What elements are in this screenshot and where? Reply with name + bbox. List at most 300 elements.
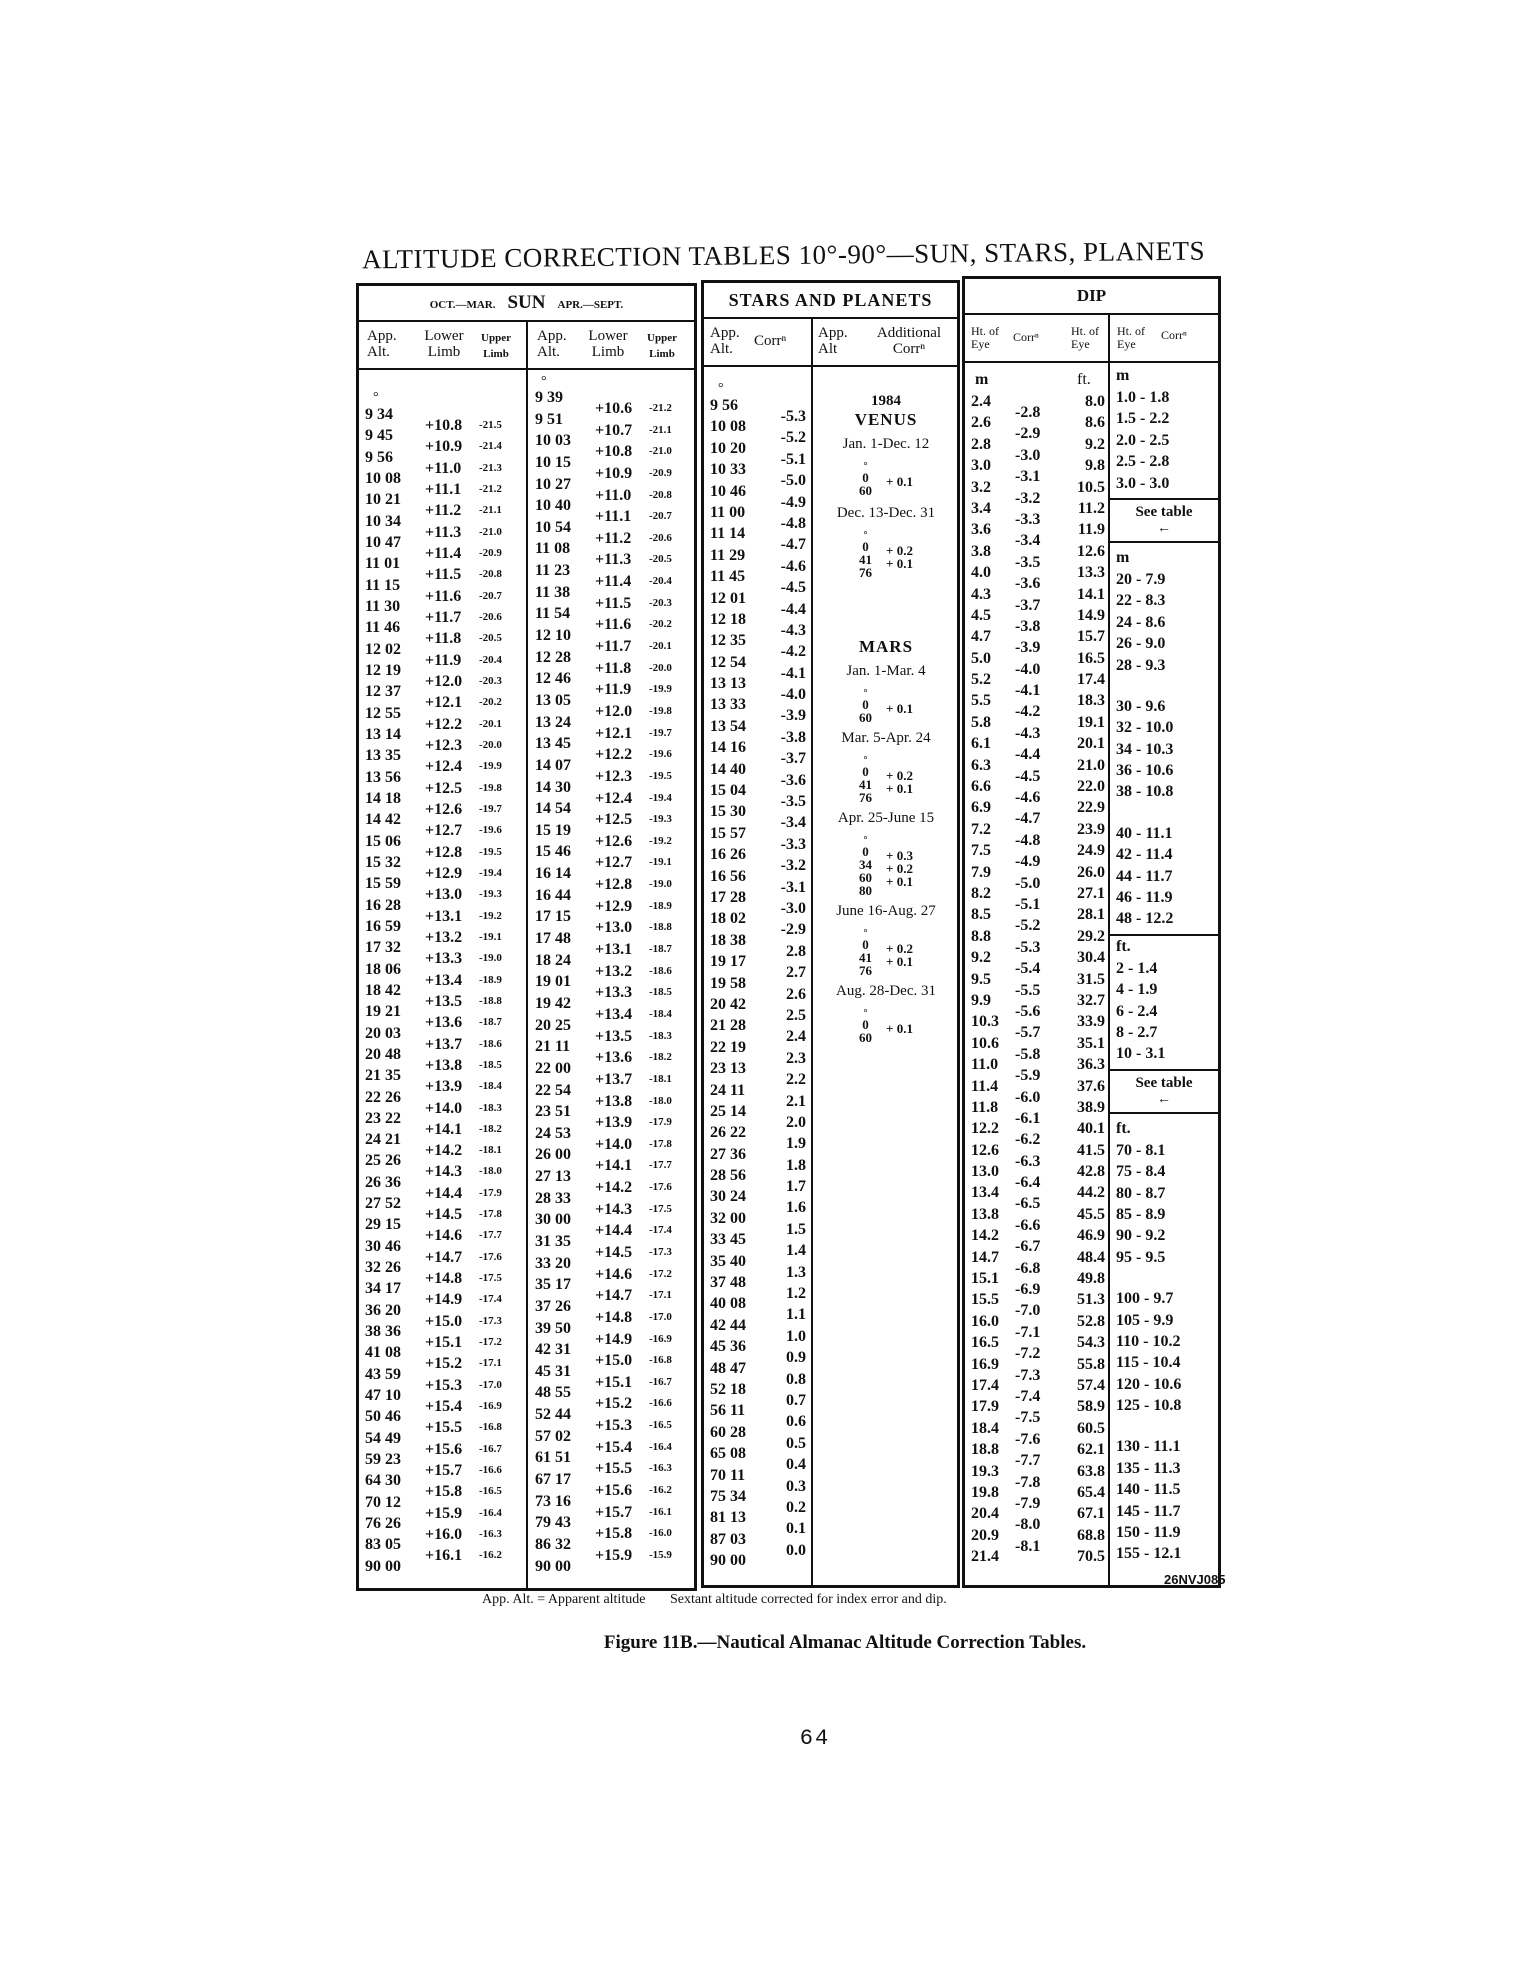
dip-entry: 130 - 11.1 <box>1116 1438 1181 1456</box>
app-alt-value: 10 20 <box>710 439 746 457</box>
lower-limb-corr: +15.7 <box>595 1503 633 1521</box>
dip-entry: 24 - 8.6 <box>1116 613 1166 631</box>
star-corr-value: -3.7 <box>780 750 806 768</box>
app-alt-value: 27 13 <box>535 1168 571 1186</box>
upper-limb-corr: -20.6 <box>479 610 502 623</box>
app-alt-value: 30 00 <box>535 1211 571 1229</box>
upper-limb-corr: -19.8 <box>649 704 672 717</box>
upper-limb-corr: -16.8 <box>479 1421 502 1434</box>
footnote <box>482 1592 947 1608</box>
height-of-eye-ft: 24.9 <box>1077 842 1105 860</box>
app-alt-value: 15 57 <box>710 824 746 842</box>
additional-corr: + 0.1 <box>886 701 913 716</box>
upper-limb-corr: -19.1 <box>479 930 502 943</box>
dip-corr-value: -7.3 <box>1015 1366 1041 1384</box>
upper-limb-corr: -18.9 <box>479 973 502 986</box>
height-of-eye-m: 5.2 <box>971 671 991 689</box>
star-corr-value: 2.4 <box>786 1028 806 1046</box>
dip-ft-column <box>1069 391 1105 1567</box>
dip-entry-group <box>1110 387 1218 494</box>
period-alts <box>859 528 872 579</box>
app-alt-value: 15 30 <box>710 803 746 821</box>
app-alt-value: 17 48 <box>535 930 571 948</box>
dip-corr-value: -2.8 <box>1015 404 1041 421</box>
degree-mark: ° <box>863 755 868 766</box>
upper-limb-corr: -15.9 <box>649 1548 672 1561</box>
period-table <box>813 833 959 897</box>
app-alt-value: 9 56 <box>710 397 738 414</box>
dip-entry: 6 - 2.4 <box>1116 1002 1158 1020</box>
app-alt-value: 27 52 <box>365 1195 401 1213</box>
height-of-eye-ft: 35.1 <box>1077 1034 1105 1052</box>
lower-limb-corr: +14.4 <box>425 1184 463 1202</box>
dip-entry: 22 - 8.3 <box>1116 592 1166 610</box>
upper-limb-corr: -17.9 <box>649 1116 672 1129</box>
arrow-left-icon: ← <box>1157 1091 1171 1107</box>
additional-corr: + 0.1 <box>886 556 913 571</box>
alt-bound: 34 <box>859 857 873 872</box>
lower-limb-corr: +15.8 <box>425 1483 463 1501</box>
height-of-eye-m: 4.0 <box>971 564 991 582</box>
app-alt-value: 23 13 <box>710 1060 746 1078</box>
period-dates: Aug. 28-Dec. 31 <box>836 983 936 999</box>
dip-entry: 30 - 9.6 <box>1116 697 1166 715</box>
upper-limb-corr: -20.5 <box>479 632 502 645</box>
lower-limb-corr: +14.5 <box>425 1206 463 1224</box>
star-corr-value: 0.4 <box>786 1456 806 1474</box>
app-alt-value: 10 34 <box>365 512 401 530</box>
alt-bound: 0 <box>862 844 869 859</box>
lower-limb-corr: +13.4 <box>595 1005 633 1023</box>
star-corr-value: -2.9 <box>780 921 806 939</box>
height-of-eye-m: 11.4 <box>971 1077 999 1095</box>
lower-limb-corr: +13.2 <box>425 928 463 946</box>
lower-limb-corr: +13.8 <box>425 1056 463 1074</box>
oct-mar-alt-column <box>365 404 401 1577</box>
height-of-eye-m: 4.3 <box>971 585 991 603</box>
upper-limb-corr: -17.5 <box>649 1202 672 1215</box>
upper-limb-corr: -19.5 <box>479 845 502 858</box>
app-alt-value: 22 19 <box>710 1038 746 1056</box>
arrow-left-icon: ← <box>1157 520 1171 536</box>
upper-limb-corr: -20.2 <box>479 696 502 709</box>
dip-corr-value: -4.7 <box>1015 810 1041 828</box>
upper-limb-corr: -20.7 <box>649 510 672 523</box>
dip-corr-value: -7.5 <box>1015 1409 1041 1427</box>
app-alt-value: 13 24 <box>535 713 571 731</box>
upper-limb-corr: -19.3 <box>479 888 502 901</box>
height-of-eye-ft: 55.8 <box>1077 1355 1105 1373</box>
app-alt-value: 36 20 <box>365 1301 401 1319</box>
star-corr-value: -3.2 <box>780 857 806 875</box>
dip-entry: 85 - 8.9 <box>1116 1205 1166 1223</box>
height-of-eye-ft: 44.2 <box>1077 1184 1105 1202</box>
lower-limb-corr: +13.7 <box>425 1035 463 1053</box>
dip-entry: 100 - 9.7 <box>1116 1290 1174 1308</box>
lower-limb-corr: +11.3 <box>425 523 462 541</box>
app-alt-value: 45 31 <box>535 1362 571 1380</box>
lower-limb-corr: +14.2 <box>425 1142 463 1160</box>
dip-entry-group <box>1110 569 1218 676</box>
height-of-eye-ft: 46.9 <box>1077 1227 1105 1245</box>
lower-limb-corr: +13.1 <box>595 941 633 959</box>
dip-corr-value: -3.0 <box>1015 446 1041 464</box>
lower-limb-corr: +11.9 <box>425 651 462 669</box>
lower-limb-corr: +15.6 <box>425 1440 463 1458</box>
dip-entry: 42 - 11.4 <box>1116 846 1173 864</box>
degree-mark: ° <box>863 530 868 541</box>
app-alt-value: 12 01 <box>710 589 746 607</box>
degree-mark: ° <box>718 381 724 396</box>
upper-limb-corr: -16.2 <box>479 1549 502 1562</box>
app-alt-value: 26 36 <box>365 1173 401 1191</box>
app-alt-value: 42 31 <box>535 1341 571 1359</box>
height-of-eye-ft: 38.9 <box>1077 1098 1105 1116</box>
lower-limb-corr: +14.7 <box>595 1287 633 1305</box>
upper-limb-corr: -21.0 <box>479 525 502 538</box>
height-of-eye-ft: 63.8 <box>1077 1462 1105 1480</box>
app-alt-value: 25 26 <box>365 1152 401 1170</box>
height-of-eye-m: 16.9 <box>971 1355 999 1373</box>
lower-limb-corr: +11.6 <box>595 616 632 634</box>
upper-limb-corr: -19.7 <box>479 802 502 815</box>
app-alt-value: 43 59 <box>365 1365 401 1383</box>
app-alt-value: 15 04 <box>710 782 746 800</box>
upper-limb-corr: -18.8 <box>649 921 672 934</box>
period-corrs <box>886 686 913 724</box>
star-corr-value: 0.5 <box>786 1434 806 1452</box>
height-of-eye-ft: 62.1 <box>1077 1441 1105 1459</box>
upper-limb-corr: -16.7 <box>649 1375 672 1388</box>
upper-limb-corr: -17.4 <box>479 1293 502 1306</box>
sun-header <box>359 286 694 322</box>
lower-limb-corr: +12.5 <box>595 811 633 829</box>
star-corr-value: -5.3 <box>780 408 806 425</box>
dip-entry: 145 - 11.7 <box>1116 1502 1181 1520</box>
upper-limb-corr: -16.9 <box>649 1332 672 1345</box>
dip-entry: 90 - 9.2 <box>1116 1227 1166 1245</box>
app-alt-value: 24 11 <box>710 1081 746 1099</box>
height-of-eye-ft: 8.0 <box>1085 393 1105 410</box>
dip-corr-value: -5.3 <box>1015 938 1041 956</box>
alt-bound: 60 <box>859 483 873 498</box>
lower-limb-corr: +14.6 <box>595 1265 633 1283</box>
dip-corr-value: -5.1 <box>1015 895 1041 913</box>
app-alt-value: 11 54 <box>535 605 571 623</box>
app-alt-value: 24 21 <box>365 1131 401 1149</box>
dip-entry-group <box>1110 1140 1218 1268</box>
lower-limb-corr: +11.0 <box>595 486 632 504</box>
upper-limb-corr: -20.3 <box>649 596 672 609</box>
star-corr-value: 1.9 <box>786 1135 806 1153</box>
app-alt-value: 18 02 <box>710 910 746 928</box>
height-of-eye-ft: 42.8 <box>1077 1163 1105 1181</box>
dip-entry: 8 - 2.7 <box>1116 1023 1158 1041</box>
app-alt-value: 13 05 <box>535 691 571 709</box>
app-alt-value: 45 36 <box>710 1338 746 1356</box>
upper-limb-corr: -21.1 <box>479 504 502 517</box>
period-corrs <box>886 833 913 897</box>
lower-limb-corr: +16.0 <box>425 1526 463 1544</box>
app-alt-value: 10 47 <box>365 533 401 551</box>
alt-bound: 0 <box>862 937 869 952</box>
additional-corr: + 0.1 <box>886 781 913 796</box>
lower-limb-corr: +15.2 <box>425 1355 463 1373</box>
height-of-eye-ft: 40.1 <box>1077 1120 1105 1138</box>
upper-limb-corr: -17.7 <box>479 1229 502 1242</box>
dip-entry-group <box>1110 958 1218 1065</box>
upper-limb-corr: -20.1 <box>649 640 672 653</box>
period-dates: June 16-Aug. 27 <box>836 903 936 919</box>
col-upper-limb: Upper Limb <box>481 332 511 360</box>
dip-entry: 36 - 10.6 <box>1116 762 1174 780</box>
height-of-eye-ft: 68.8 <box>1077 1526 1105 1544</box>
lower-limb-corr: +12.1 <box>595 724 633 742</box>
height-of-eye-m: 10.3 <box>971 1013 999 1031</box>
app-alt-value: 11 46 <box>365 619 401 637</box>
unit-ft: ft. <box>1077 371 1091 388</box>
lower-limb-corr: +13.6 <box>595 1049 633 1067</box>
lower-limb-corr: +13.8 <box>595 1092 633 1110</box>
star-corr-value: -3.1 <box>780 878 806 896</box>
upper-limb-corr: -18.6 <box>649 964 672 977</box>
degree-mark: ° <box>373 390 379 405</box>
upper-limb-corr: -19.9 <box>479 760 502 773</box>
height-of-eye-ft: 37.6 <box>1077 1077 1105 1095</box>
star-corr-value: -4.6 <box>780 557 806 575</box>
unit-ft: ft. <box>1116 1119 1131 1137</box>
star-corr-value: -5.2 <box>780 429 806 447</box>
sun-table <box>356 283 697 1591</box>
dip-corr-value: -4.8 <box>1015 831 1041 849</box>
dip-corr-value: -7.9 <box>1015 1494 1041 1512</box>
upper-limb-corr: -19.9 <box>649 683 672 696</box>
lower-limb-corr: +15.9 <box>595 1546 633 1564</box>
upper-limb-corr: -17.0 <box>649 1310 672 1323</box>
height-of-eye-m: 8.5 <box>971 906 991 924</box>
unit-ft: ft. <box>1116 937 1131 955</box>
app-alt-value: 11 38 <box>535 583 571 601</box>
app-alt-value: 20 25 <box>535 1016 571 1034</box>
app-alt-value: 83 05 <box>365 1536 401 1554</box>
app-alt-value: 50 46 <box>365 1408 401 1426</box>
lower-limb-corr: +10.7 <box>595 421 633 439</box>
dip-corr-value: -6.3 <box>1015 1152 1041 1170</box>
app-alt-value: 52 18 <box>710 1380 746 1398</box>
app-alt-value: 12 10 <box>535 627 571 645</box>
dip-corr-value: -3.6 <box>1015 575 1041 593</box>
dip-entry: 46 - 11.9 <box>1116 889 1173 907</box>
alt-bound: 60 <box>859 1030 873 1045</box>
star-corr-value: -3.5 <box>780 793 806 811</box>
height-of-eye-m: 5.5 <box>971 692 991 710</box>
alt-bound: 76 <box>859 963 873 978</box>
dip-corr-value: -5.8 <box>1015 1045 1041 1063</box>
dip-table <box>962 276 1221 1588</box>
col-ht-eye-ft: Ht. of Eye <box>1071 324 1099 351</box>
col-app-alt: App. Alt. <box>710 325 740 357</box>
app-alt-value: 20 48 <box>365 1045 401 1063</box>
lower-limb-corr: +15.7 <box>425 1462 463 1480</box>
dip-corr-value: -6.0 <box>1015 1088 1041 1106</box>
dip-entry: 40 - 11.1 <box>1116 824 1173 842</box>
upper-limb-corr: -19.2 <box>479 909 502 922</box>
app-alt-value: 40 08 <box>710 1295 746 1313</box>
app-alt-value: 37 48 <box>710 1274 746 1292</box>
app-alt-value: 16 28 <box>365 896 401 914</box>
upper-limb-corr: -18.7 <box>649 943 672 956</box>
app-alt-value: 21 35 <box>365 1067 401 1085</box>
app-alt-value: 15 46 <box>535 843 571 861</box>
app-alt-value: 17 28 <box>710 888 746 906</box>
height-of-eye-m: 16.0 <box>971 1312 999 1330</box>
dip-corr-value: -5.2 <box>1015 917 1041 935</box>
height-of-eye-ft: 58.9 <box>1077 1398 1105 1416</box>
period-dates: Mar. 5-Apr. 24 <box>841 730 931 746</box>
sun-heading: SUN <box>507 292 546 313</box>
see-table-box <box>1110 1069 1218 1114</box>
lower-limb-corr: +13.5 <box>425 992 463 1010</box>
period-alts <box>859 926 872 977</box>
upper-limb-corr: -18.0 <box>649 1094 672 1107</box>
height-of-eye-m: 19.8 <box>971 1483 999 1501</box>
star-corr-value: 2.3 <box>786 1049 806 1067</box>
upper-limb-corr: -20.2 <box>649 618 672 631</box>
dip-entry: 105 - 9.9 <box>1116 1311 1174 1329</box>
period-table <box>813 926 959 977</box>
col-lower-limb: Lower Limb <box>588 328 628 360</box>
lower-limb-corr: +14.6 <box>425 1227 463 1245</box>
dip-corr-value: -4.6 <box>1015 789 1041 807</box>
lower-limb-corr: +14.0 <box>425 1099 463 1117</box>
alt-bound: 76 <box>859 565 873 580</box>
oct-mar-upper-column <box>479 415 502 1567</box>
app-alt-value: 37 26 <box>535 1297 571 1315</box>
degree-mark: ° <box>863 1008 868 1019</box>
dip-corr-value: -4.5 <box>1015 767 1041 785</box>
upper-limb-corr: -18.0 <box>479 1165 502 1178</box>
dip-corr-value: -4.9 <box>1015 853 1041 871</box>
dip-corr-value: -6.7 <box>1015 1238 1041 1256</box>
upper-limb-corr: -17.7 <box>649 1159 672 1172</box>
app-alt-value: 18 06 <box>365 960 401 978</box>
app-alt-value: 31 35 <box>535 1232 571 1250</box>
app-alt-value: 13 33 <box>710 696 746 714</box>
dip-right-column <box>1110 365 1218 1565</box>
upper-limb-corr: -19.3 <box>649 813 672 826</box>
dip-entry: 2.5 - 2.8 <box>1116 453 1170 471</box>
dip-corr-value: -7.6 <box>1015 1430 1041 1448</box>
height-of-eye-m: 2.6 <box>971 414 991 432</box>
lower-limb-corr: +14.9 <box>425 1291 463 1309</box>
upper-limb-corr: -16.8 <box>649 1354 672 1367</box>
unit-m: m <box>1116 548 1130 566</box>
upper-limb-corr: -19.5 <box>649 769 672 782</box>
star-corr-value: 2.8 <box>786 942 806 960</box>
period-table <box>813 1006 959 1044</box>
dip-entry: 70 - 8.1 <box>1116 1141 1166 1159</box>
period-table <box>813 459 959 497</box>
lower-limb-corr: +14.0 <box>595 1135 633 1153</box>
lower-limb-corr: +11.8 <box>595 659 632 677</box>
upper-limb-corr: -16.7 <box>479 1442 502 1455</box>
star-corr-value: 1.5 <box>786 1220 806 1238</box>
lower-limb-corr: +13.7 <box>595 1070 633 1088</box>
lower-limb-corr: +13.5 <box>595 1027 633 1045</box>
upper-limb-corr: -17.3 <box>649 1245 672 1258</box>
lower-limb-corr: +10.8 <box>425 417 463 434</box>
upper-limb-corr: -16.4 <box>649 1440 672 1453</box>
oct-mar-lower-column <box>425 415 462 1567</box>
dip-corr-value: -4.0 <box>1015 660 1041 678</box>
lower-limb-corr: +10.9 <box>595 464 633 482</box>
dip-corr-value: -4.3 <box>1015 724 1041 742</box>
lower-limb-corr: +11.9 <box>595 681 632 699</box>
app-alt-value: 24 53 <box>535 1124 571 1142</box>
height-of-eye-ft: 36.3 <box>1077 1056 1105 1074</box>
star-corr-value: -3.9 <box>780 707 806 725</box>
app-alt-value: 56 11 <box>710 1402 746 1420</box>
height-of-eye-m: 17.4 <box>971 1376 999 1394</box>
height-of-eye-m: 11.0 <box>971 1056 999 1074</box>
lower-limb-corr: +15.2 <box>595 1395 633 1413</box>
lower-limb-corr: +13.2 <box>595 962 633 980</box>
period-table <box>813 528 959 579</box>
height-of-eye-ft: 14.9 <box>1077 606 1105 624</box>
upper-limb-corr: -16.6 <box>479 1464 502 1477</box>
apr-sept-lower-column <box>595 398 632 1567</box>
upper-limb-corr: -17.8 <box>649 1137 672 1150</box>
lower-limb-corr: +12.8 <box>595 876 633 894</box>
lower-limb-corr: +14.3 <box>425 1163 463 1181</box>
upper-limb-corr: -18.3 <box>479 1101 502 1114</box>
lower-limb-corr: +15.4 <box>595 1438 633 1456</box>
period-corrs <box>886 528 913 579</box>
stars-col-headers <box>704 319 957 367</box>
star-corr-value: -4.3 <box>780 621 806 639</box>
additional-corr: + 0.1 <box>886 1021 913 1036</box>
upper-limb-corr: -18.2 <box>479 1122 502 1135</box>
col-corr: Corrⁿ <box>1013 330 1039 344</box>
upper-limb-corr: -20.1 <box>479 717 502 730</box>
star-corr-value: -3.3 <box>780 835 806 853</box>
app-alt-value: 42 44 <box>710 1316 746 1334</box>
lower-limb-corr: +11.1 <box>425 480 462 498</box>
lower-limb-corr: +12.9 <box>425 864 463 882</box>
app-alt-value: 32 00 <box>710 1209 746 1227</box>
lower-limb-corr: +15.6 <box>595 1482 633 1500</box>
dip-corr-value: -3.7 <box>1015 596 1041 614</box>
lower-limb-corr: +14.2 <box>595 1179 633 1197</box>
lower-limb-corr: +11.2 <box>425 502 462 520</box>
lower-limb-corr: +11.5 <box>425 566 462 584</box>
app-alt-value: 27 36 <box>710 1145 746 1163</box>
upper-limb-corr: -16.6 <box>649 1397 672 1410</box>
app-alt-value: 22 54 <box>535 1081 571 1099</box>
height-of-eye-ft: 51.3 <box>1077 1291 1105 1309</box>
apr-sept-alt-column <box>535 387 571 1577</box>
upper-limb-corr: -21.4 <box>479 440 502 453</box>
lower-limb-corr: +15.3 <box>595 1417 633 1435</box>
app-alt-value: 76 26 <box>365 1515 401 1533</box>
app-alt-value: 9 45 <box>365 427 393 445</box>
app-alt-value: 17 32 <box>365 939 401 957</box>
dip-entry: 125 - 10.8 <box>1116 1397 1182 1415</box>
height-of-eye-ft: 30.4 <box>1077 949 1105 967</box>
lower-limb-corr: +12.1 <box>425 694 463 712</box>
period-dates: Apr. 25-June 15 <box>837 810 935 826</box>
lower-limb-corr: +10.8 <box>595 443 633 461</box>
